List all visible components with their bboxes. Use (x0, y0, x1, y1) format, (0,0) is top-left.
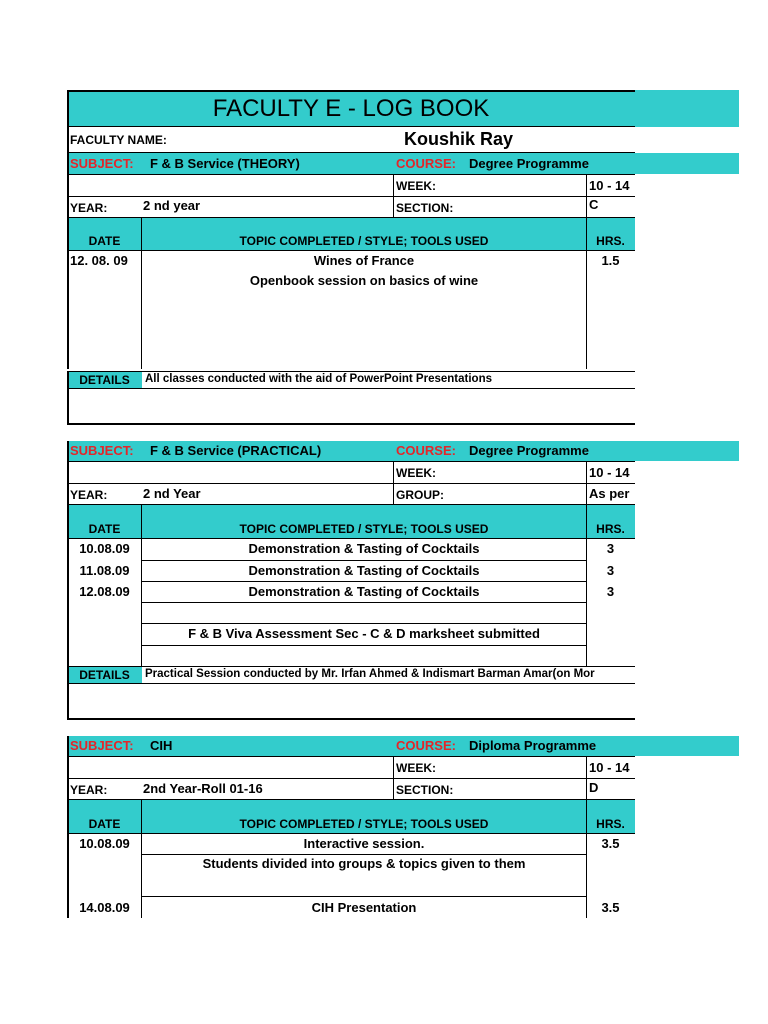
s2-rule-4 (142, 623, 586, 624)
s1-course-label: COURSE: (396, 156, 456, 171)
s1-course: Degree Programme (469, 156, 589, 171)
s1-subject-label: SUBJECT: (70, 156, 134, 171)
s2-rule-2 (142, 581, 586, 582)
s2-rule-3 (142, 602, 586, 603)
s1-details: All classes conducted with the aid of PowerPoint Presentations (145, 373, 492, 385)
s1-subject: F & B Service (THEORY) (150, 156, 300, 171)
s2-week-label: WEEK: (396, 466, 436, 480)
s2-rule-5 (142, 645, 586, 646)
table-row-date: 12.08.09 (79, 584, 130, 599)
title-bar-extension (635, 90, 739, 127)
faculty-name: Koushik Ray (404, 129, 514, 149)
s3-header-hrs: HRS. (596, 817, 625, 831)
table-row-date: 10.08.09 (79, 836, 130, 851)
table-row-date: 14.08.09 (79, 900, 130, 915)
s3-header-date: DATE (88, 817, 121, 831)
s1-year: 2 nd year (143, 198, 201, 213)
s2-details: Practical Session conducted by Mr. Irfan Ahmed & Indismart Barman Amar(on Mor (145, 668, 595, 680)
table-row-topic-line2: Students divided into groups & topics given to them (202, 856, 526, 871)
table-row-date: 10.08.09 (79, 541, 130, 556)
table-row-hrs: 3 (606, 584, 615, 599)
s1-details-label: DETAILS (79, 373, 130, 387)
s1-year-label: YEAR: (70, 201, 108, 215)
s2-week-row (67, 461, 635, 483)
s3-course: Diploma Programme (469, 738, 597, 753)
s2-subject-label: SUBJECT: (70, 443, 134, 458)
s3-week: 10 - 14 (589, 760, 630, 775)
table-row-topic-line2: Openbook session on basics of wine (249, 273, 479, 288)
table-row-topic: CIH Presentation (311, 900, 417, 915)
s3-course-label: COURSE: (396, 738, 456, 753)
table-row-hrs: 3 (606, 563, 615, 578)
s2-note: F & B Viva Assessment Sec - C & D marksheet submitted (188, 626, 540, 641)
faculty-label: FACULTY NAME: (70, 133, 167, 147)
s2-course: Degree Programme (469, 443, 589, 458)
table-row-hrs: 3 (606, 541, 615, 556)
s3-rule-1 (142, 854, 586, 855)
s2-footer-blank (67, 684, 635, 720)
s2-rule-1 (142, 560, 586, 561)
s3-week-row (67, 756, 635, 778)
s2-group: As per (589, 486, 630, 501)
s2-week: 10 - 14 (589, 465, 630, 480)
table-row-hrs: 1.5 (601, 253, 620, 268)
s3-rule-2 (142, 896, 586, 897)
s1-footer-blank (67, 389, 635, 425)
s2-details-clip (145, 666, 635, 684)
s1-header-date: DATE (88, 234, 121, 248)
table-row-date: 11.08.09 (79, 563, 130, 578)
s1-week: 10 - 14 (589, 178, 630, 193)
s2-year: 2 nd Year (143, 486, 201, 501)
s3-subject: CIH (150, 738, 173, 753)
s2-header-date: DATE (88, 522, 121, 536)
s1-header-topic: TOPIC COMPLETED / STYLE; TOOLS USED (239, 234, 489, 248)
s2-course-label: COURSE: (396, 443, 456, 458)
table-row-topic: Demonstration & Tasting of Cocktails (248, 541, 480, 556)
table-row-hrs: 3.5 (601, 836, 620, 851)
s2-subject: F & B Service (PRACTICAL) (150, 443, 322, 458)
s1-week-row (67, 174, 635, 196)
s1-section: C (589, 197, 599, 212)
table-row-topic: Wines of France (313, 253, 415, 268)
table-row-topic: Demonstration & Tasting of Cocktails (248, 563, 480, 578)
table-row-topic: Interactive session. (303, 836, 425, 851)
s1-week-label: WEEK: (396, 179, 436, 193)
s3-section: D (589, 780, 599, 795)
table-row-topic: Demonstration & Tasting of Cocktails (248, 584, 480, 599)
s2-details-label: DETAILS (79, 668, 130, 682)
s1-left-border (67, 251, 69, 369)
s2-group-label: GROUP: (396, 488, 444, 502)
page-title: FACULTY E - LOG BOOK (212, 95, 490, 122)
s3-week-label: WEEK: (396, 761, 436, 775)
s1-section-label: SECTION: (396, 201, 454, 215)
s3-section-label: SECTION: (396, 783, 454, 797)
table-row-hrs: 3.5 (601, 900, 620, 915)
s2-left-border (67, 539, 69, 666)
s2-header-hrs: HRS. (596, 522, 625, 536)
s3-year-label: YEAR: (70, 783, 108, 797)
s3-year: 2nd Year-Roll 01-16 (143, 781, 263, 796)
s3-header-topic: TOPIC COMPLETED / STYLE; TOOLS USED (239, 817, 489, 831)
s2-year-label: YEAR: (70, 488, 108, 502)
table-row-date: 12. 08. 09 (70, 253, 128, 268)
s1-header-hrs: HRS. (596, 234, 625, 248)
s2-header-topic: TOPIC COMPLETED / STYLE; TOOLS USED (239, 522, 489, 536)
s3-subject-label: SUBJECT: (70, 738, 134, 753)
